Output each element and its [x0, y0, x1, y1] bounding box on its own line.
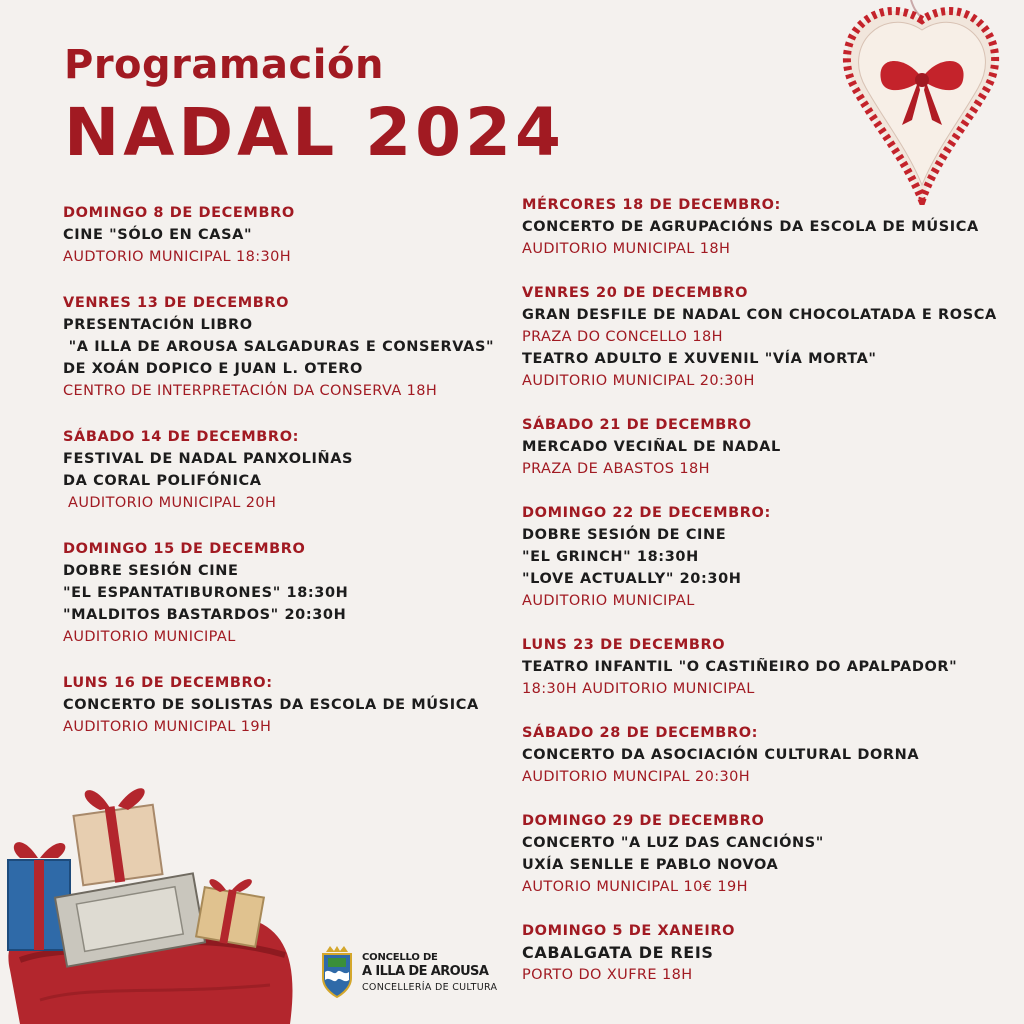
poster-title: NADAL 2024 [64, 94, 565, 171]
event-venue: AUDITORIO MUNICIPAL [522, 593, 695, 609]
event-item [522, 634, 982, 700]
event-date: MÉRCORES 18 DE DECEMBRO: [522, 197, 781, 213]
event-venue: AUDITORIO MUNICIPAL 19H [63, 719, 272, 735]
event-title: "A ILLA DE AROUSA SALGADURAS E CONSERVAS" [63, 339, 495, 355]
event-date: SÁBADO 28 DE DECEMBRO: [522, 725, 759, 741]
event-venue: AUDITORIO MUNICIPAL 20H [63, 495, 277, 511]
event-title: PRESENTACIÓN LIBRO [63, 317, 253, 333]
event-item [63, 672, 523, 738]
event-title: "EL ESPANTATIBURONES" 18:30H [63, 585, 349, 601]
event-venue: AUDITORIO MUNICIPAL 18H [522, 241, 731, 257]
event-title: DE XOÁN DOPICO E JUAN L. OTERO [63, 361, 363, 377]
logo-text-line3: CONCELLERÍA DE CULTURA [362, 982, 498, 993]
event-title: "EL GRINCH" 18:30H [522, 549, 699, 565]
event-date: VENRES 13 DE DECEMBRO [63, 295, 290, 311]
event-item [63, 292, 523, 402]
event-date: SÁBADO 21 DE DECEMBRO [522, 417, 752, 433]
event-title: MERCADO VECIÑAL DE NADAL [522, 439, 781, 455]
event-title: CONCERTO "A LUZ DAS CANCIÓNS" [522, 835, 824, 851]
event-title: CONCERTO DA ASOCIACIÓN CULTURAL DORNA [522, 747, 920, 763]
event-date: VENRES 20 DE DECEMBRO [522, 285, 749, 301]
event-venue: AUDITORIO MUNICIPAL 20:30H [522, 373, 755, 389]
event-title: TEATRO ADULTO E XUVENIL "VÍA MORTA" [522, 351, 877, 367]
event-title: CONCERTO DE SOLISTAS DA ESCOLA DE MÚSICA [63, 697, 479, 713]
event-date: DOMINGO 29 DE DECEMBRO [522, 813, 765, 829]
gift-sack-illustration [0, 770, 300, 1024]
event-venue: PORTO DO XUFRE 18H [522, 967, 693, 983]
event-title: DA CORAL POLIFÓNICA [63, 473, 262, 489]
event-title: CABALGATA DE REIS [522, 943, 714, 962]
event-title: DOBRE SESIÓN DE CINE [522, 527, 727, 543]
event-venue: CENTRO DE INTERPRETACIÓN DA CONSERVA 18H [63, 383, 438, 399]
program-column-right [522, 194, 997, 1008]
event-item [63, 426, 523, 514]
program-column-left [63, 202, 523, 762]
logo-text-line2: A ILLA DE AROUSA [362, 964, 489, 979]
event-item [522, 920, 982, 986]
event-item [63, 202, 523, 268]
event-venue: AUDITORIO MUNICIPAL [63, 629, 236, 645]
event-date: DOMINGO 8 DE DECEMBRO [63, 205, 295, 221]
event-title: CINE "SÓLO EN CASA" [63, 227, 253, 243]
event-venue: AUTORIO MUNICIPAL 10€ 19H [522, 879, 748, 895]
event-venue: PRAZA DO CONCELLO 18H [522, 329, 723, 345]
event-date: SÁBADO 14 DE DECEMBRO: [63, 429, 300, 445]
event-date: DOMINGO 5 DE XANEIRO [522, 923, 736, 939]
event-date: DOMINGO 15 DE DECEMBRO [63, 541, 306, 557]
heart-ornament-illustration [836, 0, 1006, 205]
event-item [63, 538, 523, 648]
event-item [522, 810, 982, 898]
event-title: DOBRE SESIÓN CINE [63, 563, 239, 579]
event-title: TEATRO INFANTIL "O CASTIÑEIRO DO APALPADOR" [522, 659, 958, 675]
event-venue: AUDITORIO MUNCIPAL 20:30H [522, 769, 751, 785]
event-venue: 18:30H AUDITORIO MUNICIPAL [522, 681, 755, 697]
event-item [522, 282, 997, 392]
event-title: "MALDITOS BASTARDOS" 20:30H [63, 607, 347, 623]
event-venue: AUDTORIO MUNICIPAL 18:30H [63, 249, 292, 265]
event-date: DOMINGO 22 DE DECEMBRO: [522, 505, 771, 521]
event-title: UXÍA SENLLE E PABLO NOVOA [522, 857, 779, 873]
event-title: GRAN DESFILE DE NADAL CON CHOCOLATADA E ROSCA [522, 307, 997, 323]
logo-text-line1: CONCELLO DE [362, 952, 438, 963]
event-title: FESTIVAL DE NADAL PANXOLIÑAS [63, 451, 354, 467]
poster-title-subtitle: Programación [64, 42, 384, 88]
coat-of-arms-icon [320, 946, 354, 998]
event-date: LUNS 16 DE DECEMBRO: [63, 675, 273, 691]
event-venue: PRAZA DE ABASTOS 18H [522, 461, 710, 477]
event-item [522, 722, 982, 788]
event-title: "LOVE ACTUALLY" 20:30H [522, 571, 742, 587]
event-item [522, 502, 982, 612]
event-item [522, 414, 982, 480]
event-title: CONCERTO DE AGRUPACIÓNS DA ESCOLA DE MÚSICA [522, 219, 979, 235]
event-date: LUNS 23 DE DECEMBRO [522, 637, 726, 653]
event-item [522, 194, 982, 260]
